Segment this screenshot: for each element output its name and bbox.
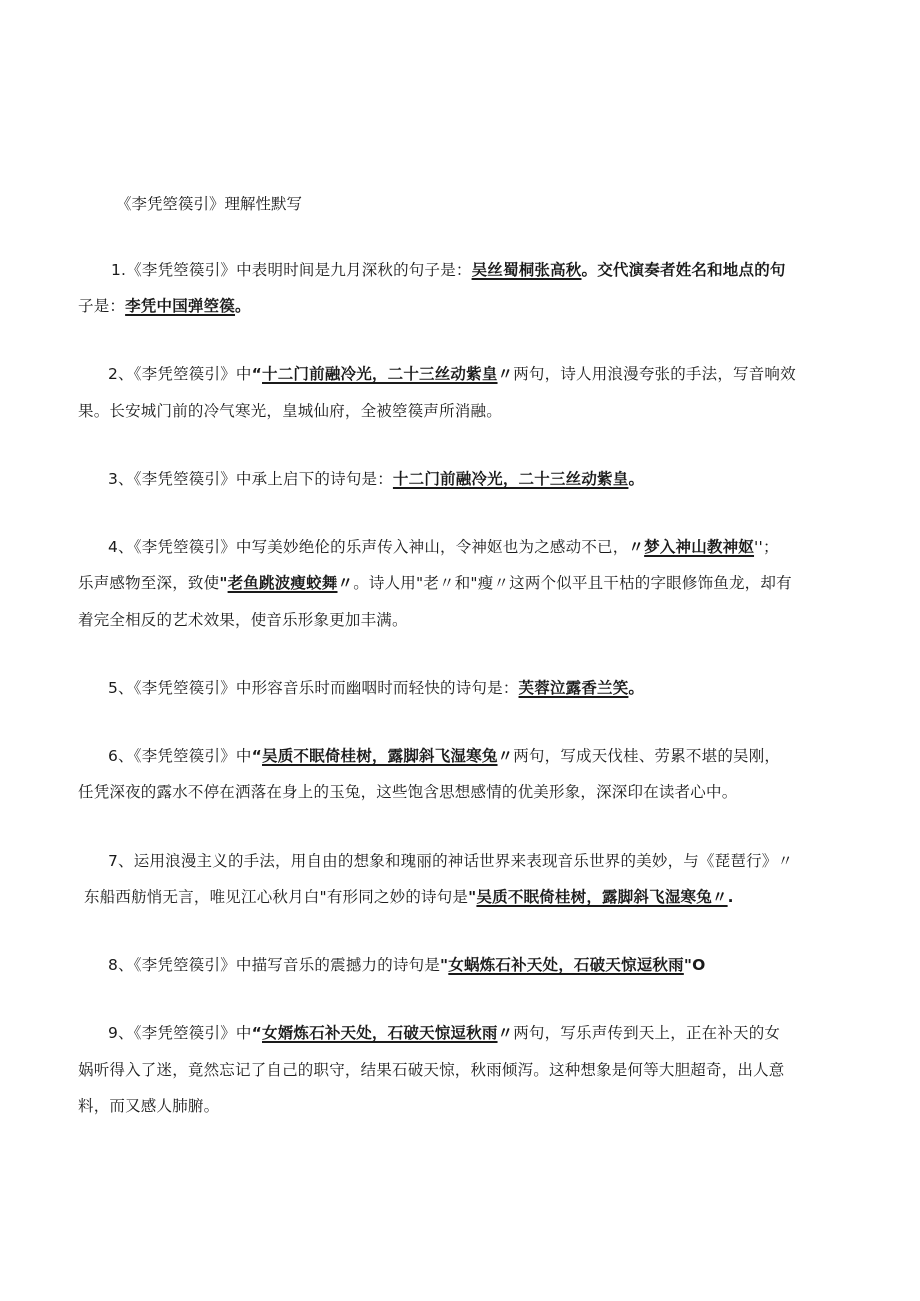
answer-text: 女婿炼石补天处，石破天惊逗秋雨 bbox=[262, 1024, 498, 1042]
body-text: 果。长安城门前的冷气寒光，皇城仙府，全被箜篌声所消融。 bbox=[78, 402, 502, 420]
punctuation-text: 〃 bbox=[337, 574, 354, 592]
answer-text: 吴质不眠倚桂树，露脚斜飞湿寒兔〃 bbox=[476, 888, 728, 906]
item-9-line-3 bbox=[78, 1094, 219, 1118]
item-1-line-1 bbox=[111, 258, 786, 282]
item-7-line-2 bbox=[84, 885, 734, 909]
body-text: 东船西舫悄无言，唯见江心秋月白"有形同之妙的诗句是 bbox=[84, 888, 469, 906]
answer-text: 十二门前融冷光，二十三丝动紫皇 bbox=[392, 470, 629, 488]
answer-text: 十二门前融冷光，二十三丝动紫皇 bbox=[262, 365, 498, 383]
item-6-line-1 bbox=[108, 744, 780, 768]
punctuation-text: “ bbox=[251, 365, 263, 383]
item-9-line-2 bbox=[78, 1058, 785, 1082]
punctuation-text: " bbox=[219, 574, 228, 592]
body-text: 5、《李凭箜篌引》中形容音乐时而幽咽时而轻快的诗句是： bbox=[108, 679, 519, 697]
answer-text: 吴质不眠倚桂树，露脚斜飞湿寒兔 bbox=[262, 747, 498, 765]
punctuation-text: 。交代演奏者姓名和地点的句 bbox=[581, 261, 786, 279]
answer-text: 梦入神山教神妪 bbox=[644, 538, 755, 556]
answer-text: 老鱼跳波瘦蛟舞 bbox=[227, 574, 338, 592]
answer-text: 芙蓉泣露香兰笑 bbox=[518, 679, 629, 697]
body-text: 任凭深夜的露水不停在洒落在身上的玉兔，这些饱含思想感情的优美形象，深深印在读者心中。 bbox=[78, 783, 738, 801]
body-text: 2、《李凭箜篌引》中 bbox=[108, 365, 252, 383]
body-text: 7、运用浪漫主义的手法，用自由的想象和瑰丽的神话世界来表现音乐世界的美妙，与《琵琶行》〃 bbox=[108, 852, 794, 870]
item-2-line-2 bbox=[78, 399, 502, 423]
punctuation-text: 。 bbox=[628, 470, 645, 488]
punctuation-text: “ bbox=[251, 747, 263, 765]
punctuation-text: . bbox=[727, 888, 734, 906]
item-2-line-1 bbox=[108, 362, 796, 386]
body-text: 料，而又感人肺腑。 bbox=[78, 1097, 220, 1115]
body-text: 子是： bbox=[78, 297, 126, 315]
body-text: 4、《李凭箜篌引》中写美妙绝伦的乐声传入神山，令神妪也为之感动不已， bbox=[108, 538, 629, 556]
body-text: 6、《李凭箜篌引》中 bbox=[108, 747, 252, 765]
item-9-line-1 bbox=[108, 1021, 780, 1045]
punctuation-text: 。 bbox=[235, 297, 251, 315]
item-4-line-3 bbox=[78, 608, 408, 632]
answer-text: 李凭中国弹箜篌 bbox=[125, 297, 236, 315]
body-text: 。诗人用"老〃和"瘦〃这两个似平且干枯的字眼修饰鱼龙，却有 bbox=[353, 574, 792, 592]
item-4-line-1 bbox=[108, 535, 779, 559]
item-4-line-2 bbox=[78, 571, 792, 595]
punctuation-text: 〃 bbox=[497, 1024, 514, 1042]
body-text: 娲听得入了迷，竟然忘记了自己的职守，结果石破天惊，秋雨倾泻。这种想象是何等大胆超奇，出人意 bbox=[78, 1061, 785, 1079]
item-6-line-2 bbox=[78, 780, 737, 804]
body-text: 着完全相反的艺术效果，使音乐形象更加丰满。 bbox=[78, 611, 408, 629]
punctuation-text: “ bbox=[251, 1024, 263, 1042]
answer-text: 吴丝蜀桐张高秋 bbox=[471, 261, 582, 279]
answer-text: 女蜗炼石补天处，石破天惊逗秋雨 bbox=[448, 956, 684, 974]
body-text: 1.《李凭箜篌引》中表明时间是九月深秋的句子是： bbox=[111, 261, 472, 279]
item-5-line-1 bbox=[108, 676, 644, 700]
punctuation-text: 〃 bbox=[497, 365, 514, 383]
item-1-line-2 bbox=[78, 294, 251, 318]
punctuation-text: 〃 bbox=[628, 538, 645, 556]
body-text: 3、《李凭箜篌引》中承上启下的诗句是： bbox=[108, 470, 393, 488]
body-text: 8、《李凭箜篌引》中描写音乐的震撼力的诗句是 bbox=[108, 956, 441, 974]
body-text: 两句，写成天伐桂、劳累不堪的吴刚， bbox=[513, 747, 781, 765]
body-text: 乐声感物至深，致使 bbox=[78, 574, 220, 592]
body-text: 两句，写乐声传到天上，正在补天的女 bbox=[513, 1024, 781, 1042]
document-title: 《李凭箜篌引》理解性默写 bbox=[116, 195, 303, 213]
punctuation-text: 。 bbox=[628, 679, 645, 697]
item-7-line-1 bbox=[108, 849, 793, 873]
body-text: 两句，诗人用浪漫夸张的手法，写音响效 bbox=[513, 365, 796, 383]
punctuation-text: " bbox=[440, 956, 449, 974]
body-text: ''； bbox=[754, 538, 779, 556]
punctuation-text: "O bbox=[683, 956, 706, 974]
punctuation-text: 〃 bbox=[497, 747, 514, 765]
item-8-line-1 bbox=[108, 953, 705, 977]
punctuation-text: " bbox=[468, 888, 477, 906]
item-3-line-1 bbox=[108, 467, 644, 491]
body-text: 9、《李凭箜篌引》中 bbox=[108, 1024, 252, 1042]
